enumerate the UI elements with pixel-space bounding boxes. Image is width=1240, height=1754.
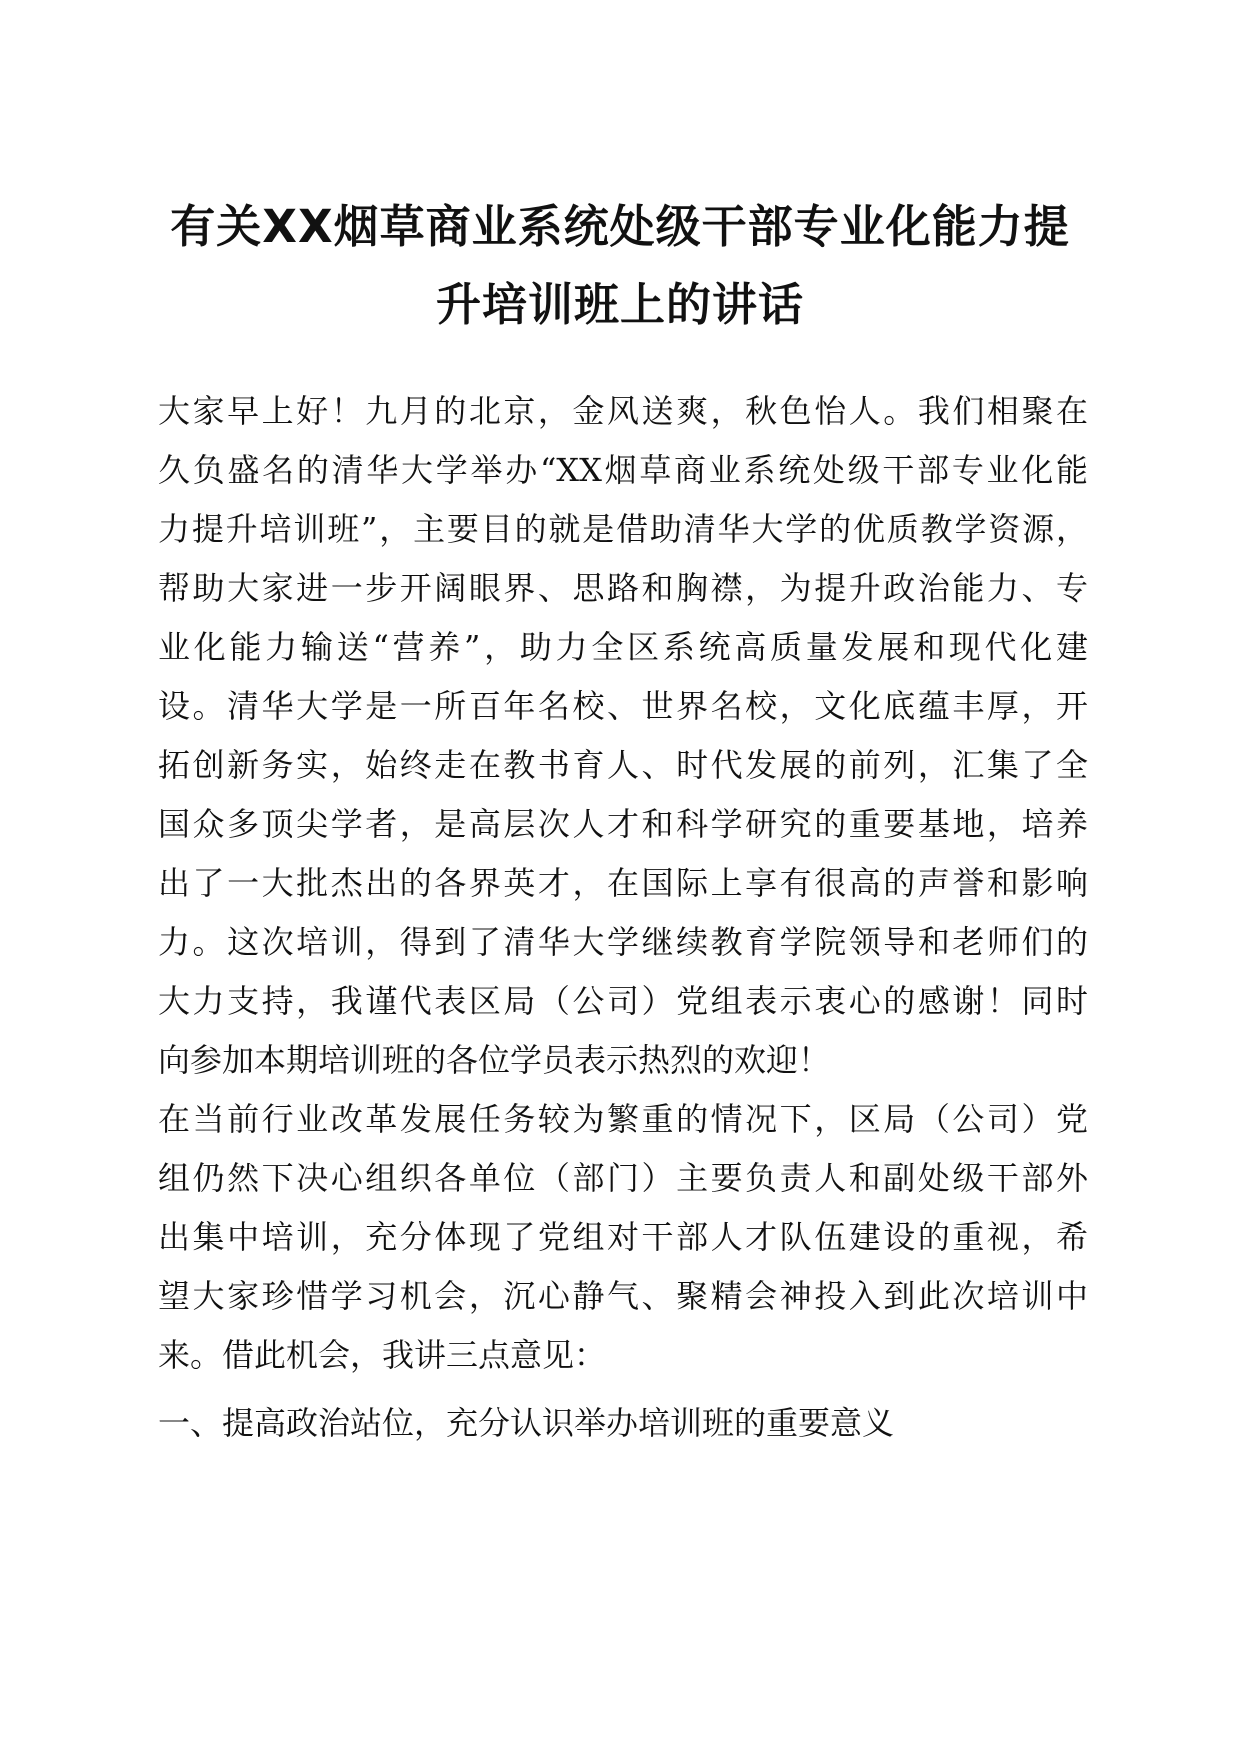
paragraph-line: 望大家珍惜学习机会，沉心静气、聚精会神投入到此次培训中 [158, 1277, 1088, 1315]
paragraph-line: 国众多顶尖学者，是高层次人才和科学研究的重要基地，培养 [158, 805, 1088, 843]
paragraph-line: 力提升培训班”，主要目的就是借助清华大学的优质教学资源， [158, 510, 1088, 548]
paragraph-line: 向参加本期培训班的各位学员表示热烈的欢迎！ [158, 1041, 831, 1079]
paragraph-line: 来。借此机会，我讲三点意见： [158, 1336, 607, 1374]
title-line-2: 升培训班上的讲话 [435, 278, 804, 331]
paragraph-context [158, 1090, 1088, 1385]
section-heading-1: 一、提高政治站位，充分认识举办培训班的重要意义 [158, 1404, 895, 1442]
paragraph-line: 帮助大家进一步开阔眼界、思路和胸襟，为提升政治能力、专 [158, 569, 1088, 607]
paragraph-greeting [158, 382, 1088, 1090]
document-title [150, 188, 1090, 344]
paragraph-line: 出了一大批杰出的各界英才，在国际上享有很高的声誉和影响 [158, 864, 1088, 902]
paragraph-line: 大力支持，我谨代表区局（公司）党组表示衷心的感谢！同时 [158, 982, 1088, 1020]
title-line-1: 有关XX烟草商业系统处级干部专业化能力提 [170, 200, 1070, 253]
paragraph-line: 在当前行业改革发展任务较为繁重的情况下，区局（公司）党 [158, 1100, 1088, 1138]
paragraph-line: 久负盛名的清华大学举办“XX烟草商业系统处级干部专业化能 [158, 451, 1088, 489]
paragraph-line: 出集中培训，充分体现了党组对干部人才队伍建设的重视，希 [158, 1218, 1088, 1256]
paragraph-line: 组仍然下决心组织各单位（部门）主要负责人和副处级干部外 [158, 1159, 1088, 1197]
paragraph-line: 力。这次培训，得到了清华大学继续教育学院领导和老师们的 [158, 923, 1088, 961]
document-body [158, 382, 1088, 1453]
paragraph-line: 大家早上好！九月的北京，金风送爽，秋色怡人。我们相聚在 [158, 392, 1088, 430]
paragraph-line: 拓创新务实，始终走在教书育人、时代发展的前列，汇集了全 [158, 746, 1088, 784]
paragraph-line: 设。清华大学是一所百年名校、世界名校，文化底蕴丰厚，开 [158, 687, 1088, 725]
paragraph-line: 业化能力输送“营养”，助力全区系统高质量发展和现代化建 [158, 628, 1088, 666]
